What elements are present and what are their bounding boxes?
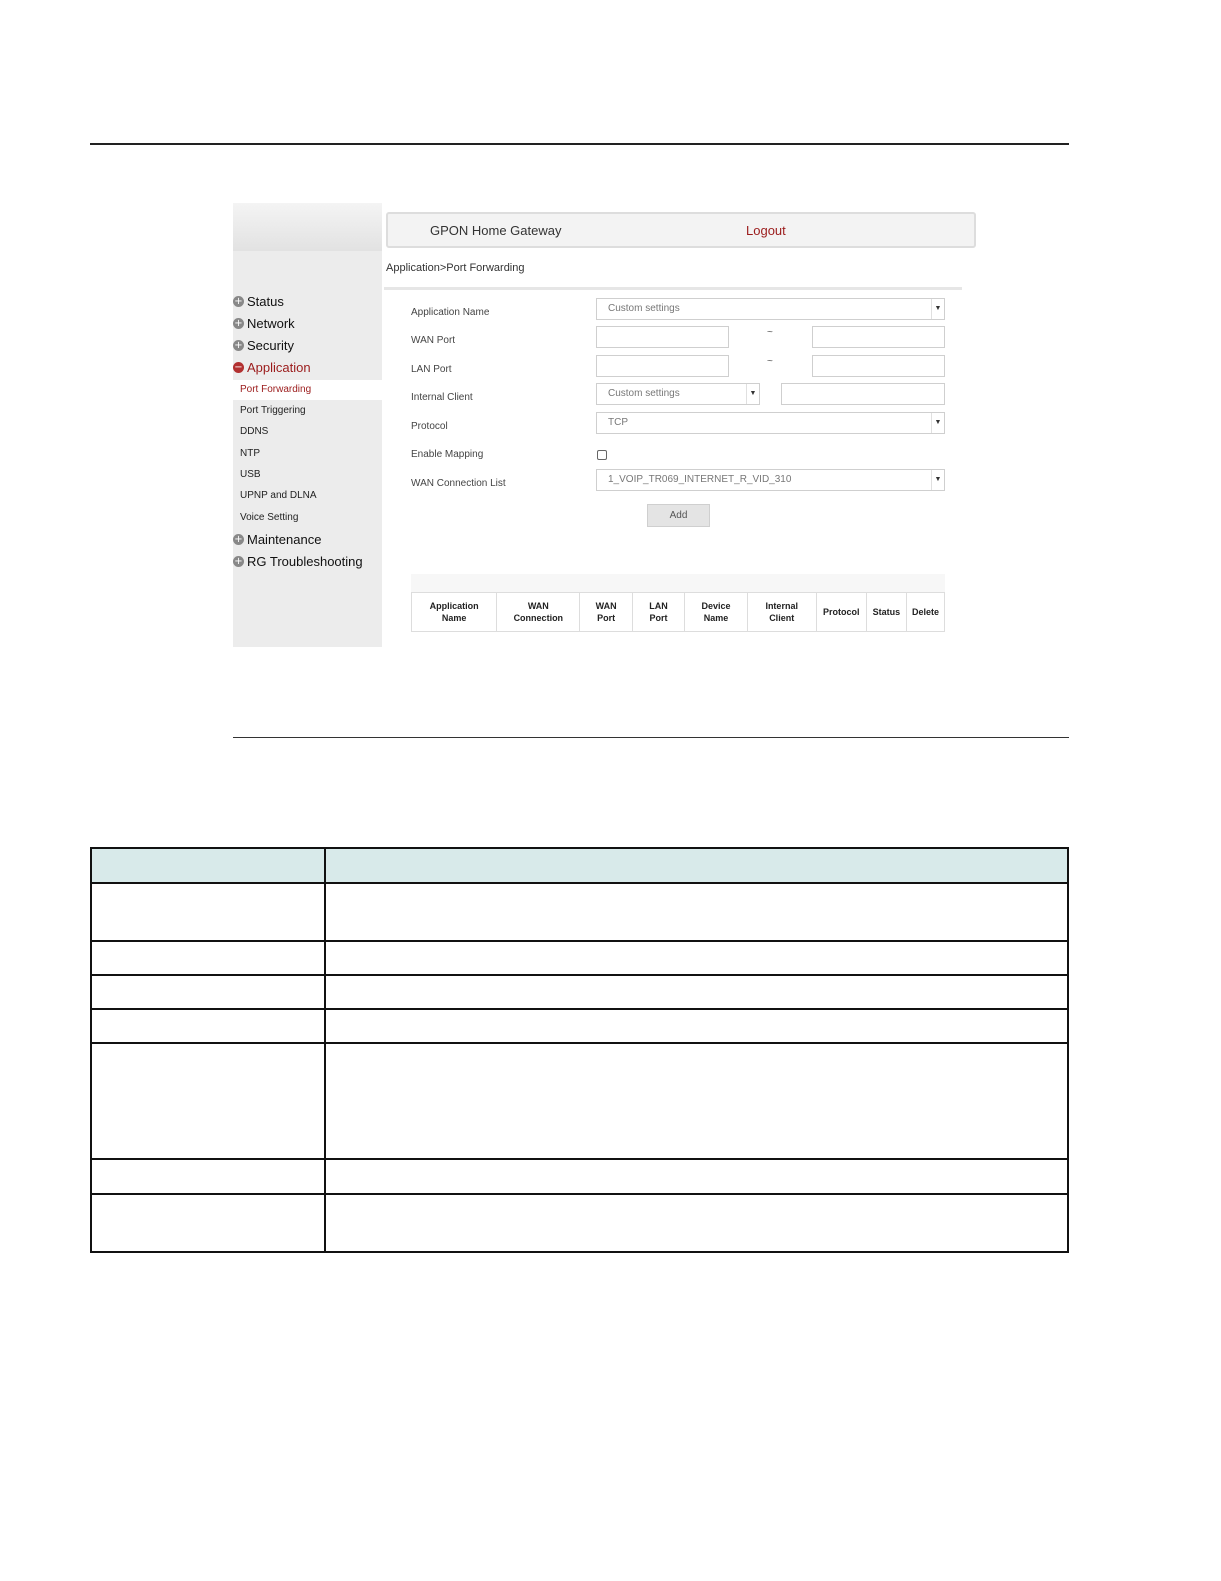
- wan-port-end-input[interactable]: [812, 326, 945, 348]
- column-header: Protocol: [816, 593, 866, 632]
- sidebar-item-label: Network: [247, 316, 295, 331]
- enable-mapping-checkbox[interactable]: [597, 450, 607, 460]
- expand-icon: +: [234, 296, 243, 307]
- wan-port-start-input[interactable]: [596, 326, 729, 348]
- wan-connection-list-value: 1_VOIP_TR069_INTERNET_R_VID_310: [608, 474, 792, 485]
- wan-port-label: WAN Port: [411, 335, 456, 346]
- expand-icon: +: [234, 340, 243, 351]
- table-row: [91, 941, 1068, 975]
- protocol-select[interactable]: [596, 412, 945, 434]
- expand-icon: +: [234, 556, 243, 567]
- column-header: Application Name: [412, 593, 497, 632]
- breadcrumb-divider: [384, 287, 962, 290]
- sidebar-item-port-triggering[interactable]: Port Triggering: [240, 405, 306, 416]
- protocol-value: TCP: [608, 417, 628, 428]
- internal-client-value: Custom settings: [608, 388, 680, 399]
- sidebar-item-port-forwarding[interactable]: Port Forwarding: [233, 380, 382, 400]
- column-header: WAN Port: [580, 593, 632, 632]
- column-header: Internal Client: [747, 593, 816, 632]
- lan-port-start-input[interactable]: [596, 355, 729, 377]
- parameter-table: [90, 847, 1069, 1253]
- column-header: WAN Connection: [497, 593, 580, 632]
- table-row: [91, 1159, 1068, 1194]
- sidebar-item-ntp[interactable]: NTP: [240, 448, 260, 459]
- port-forwarding-rules-table: [411, 592, 945, 632]
- rules-table-band: [411, 574, 945, 592]
- lan-port-label: LAN Port: [411, 364, 452, 375]
- chevron-down-icon: ▼: [931, 299, 944, 319]
- top-bar: [386, 212, 976, 248]
- sidebar-item-usb[interactable]: USB: [240, 469, 261, 480]
- app-title: GPON Home Gateway: [430, 223, 562, 238]
- expand-icon: +: [234, 318, 243, 329]
- page-top-rule: [90, 143, 1069, 145]
- column-header: LAN Port: [632, 593, 684, 632]
- wan-connection-list-select[interactable]: [596, 469, 945, 491]
- logout-link[interactable]: Logout: [746, 223, 786, 238]
- column-header: Delete: [906, 593, 944, 632]
- lan-port-separator: ~: [767, 356, 773, 367]
- sidebar-item-label: Status: [247, 294, 284, 309]
- wan-connection-list-label: WAN Connection List: [411, 478, 506, 489]
- chevron-down-icon: ▼: [931, 470, 944, 490]
- application-name-value: Custom settings: [608, 303, 680, 314]
- add-button[interactable]: Add: [647, 504, 710, 527]
- internal-client-input[interactable]: [781, 383, 945, 405]
- chevron-down-icon: ▼: [746, 384, 759, 404]
- breadcrumb: Application>Port Forwarding: [386, 262, 525, 274]
- expand-icon: +: [234, 534, 243, 545]
- enable-mapping-label: Enable Mapping: [411, 449, 484, 460]
- sidebar-item-security[interactable]: [233, 338, 294, 353]
- wan-port-separator: ~: [767, 327, 773, 338]
- collapse-icon: −: [234, 362, 243, 373]
- internal-client-select[interactable]: [596, 383, 760, 405]
- sidebar-item-ddns[interactable]: DDNS: [240, 426, 269, 437]
- sidebar-item-rg-troubleshooting[interactable]: [233, 554, 363, 569]
- sidebar-item-status[interactable]: [233, 294, 284, 309]
- sidebar: [233, 251, 382, 647]
- sidebar-item-label: Application: [247, 360, 311, 375]
- protocol-label: Protocol: [411, 421, 448, 432]
- table-header-row: [91, 848, 1068, 883]
- column-header: [91, 848, 325, 883]
- sidebar-item-label: Maintenance: [247, 532, 322, 547]
- sidebar-item-upnp-dlna[interactable]: UPNP and DLNA: [240, 490, 317, 501]
- table-row: [91, 1194, 1068, 1252]
- application-name-label: Application Name: [411, 307, 490, 318]
- column-header: [325, 848, 1068, 883]
- sidebar-item-voice-setting[interactable]: Voice Setting: [240, 512, 299, 523]
- table-row: [91, 883, 1068, 941]
- section-rule: [233, 737, 1069, 738]
- application-name-select[interactable]: [596, 298, 945, 320]
- sidebar-item-application[interactable]: [233, 360, 311, 375]
- sidebar-header: [233, 203, 382, 251]
- sidebar-item-network[interactable]: [233, 316, 295, 331]
- table-row: [91, 975, 1068, 1009]
- chevron-down-icon: ▼: [931, 413, 944, 433]
- sidebar-item-label: Security: [247, 338, 294, 353]
- sidebar-item-maintenance[interactable]: [233, 532, 321, 547]
- column-header: Device Name: [685, 593, 748, 632]
- lan-port-end-input[interactable]: [812, 355, 945, 377]
- column-header: Status: [866, 593, 906, 632]
- table-row: [91, 1009, 1068, 1043]
- sidebar-item-label: RG Troubleshooting: [247, 554, 363, 569]
- router-screenshot: [233, 203, 985, 647]
- internal-client-label: Internal Client: [411, 392, 473, 403]
- table-row: [91, 1043, 1068, 1159]
